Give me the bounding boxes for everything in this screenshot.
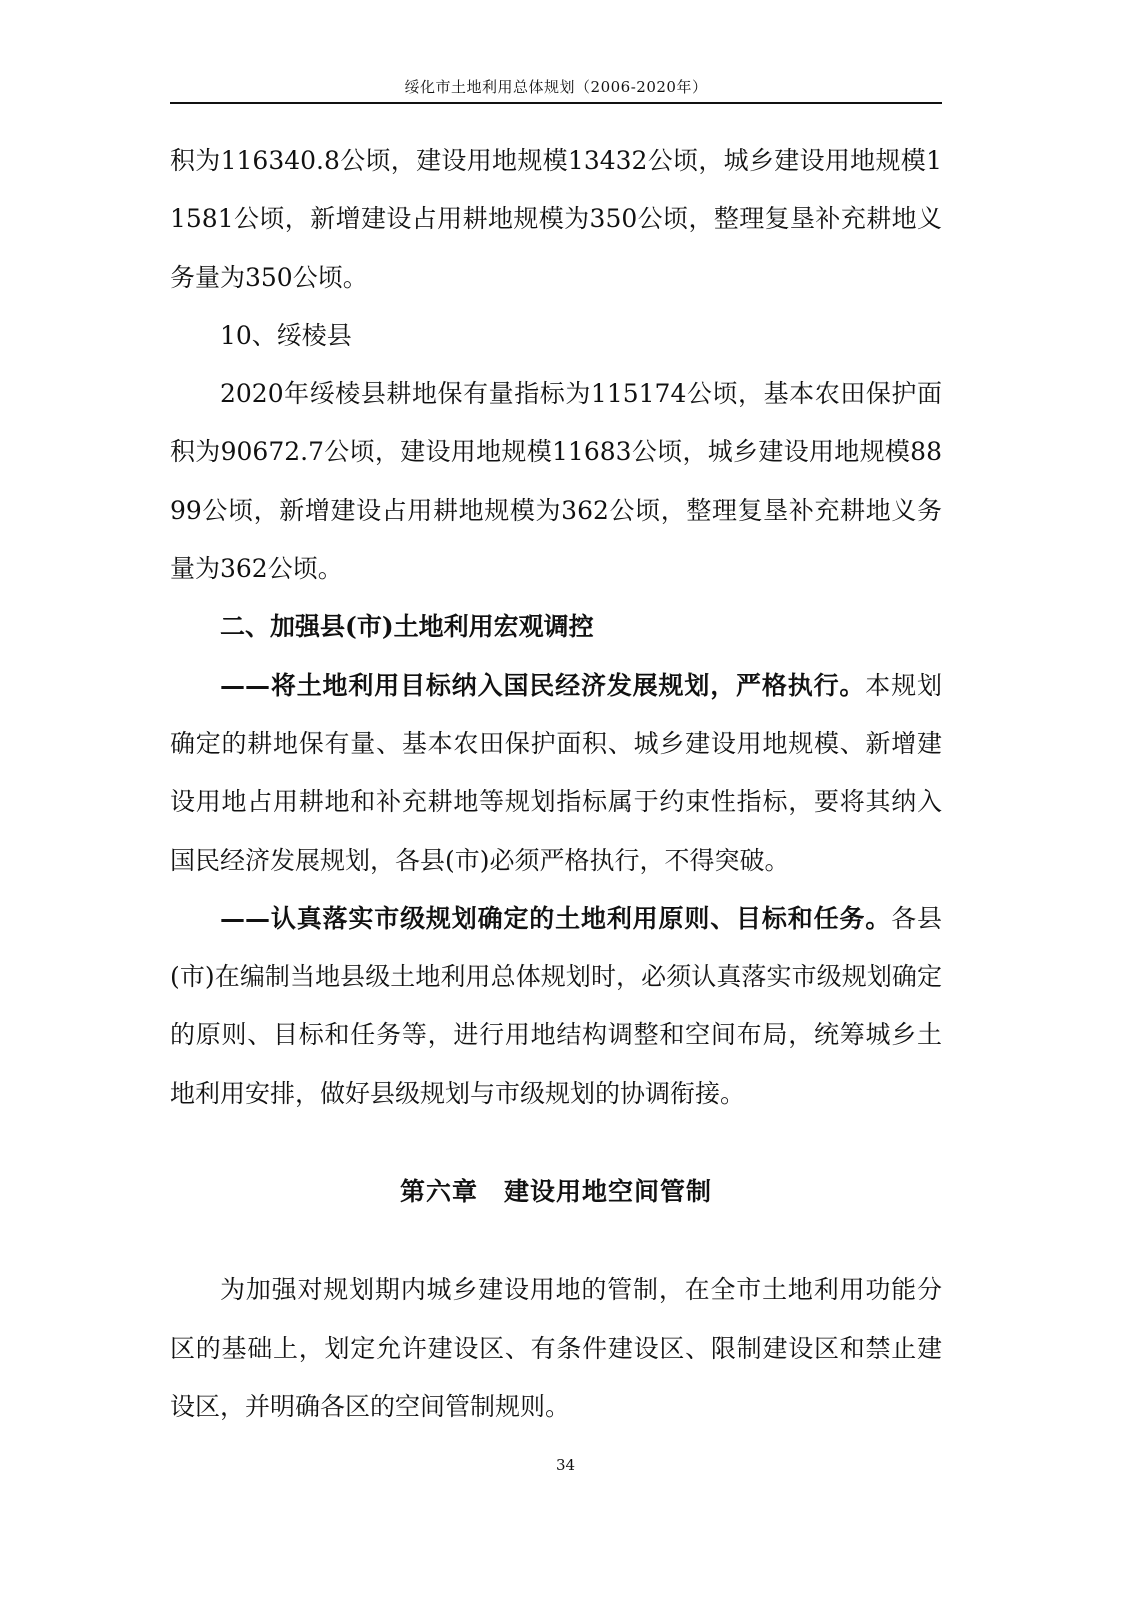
paragraph-body-text: 各县(市)在编制当地县级土地利用总体规划时，必须认真落实市级规划确定的原则、目标和任务等，进行用地结构调整和空间布局，统筹城乡土地利用安排，做好县级规划与市级规划的协调衔接。 xyxy=(170,903,942,1108)
running-header: 绥化市土地利用总体规划（2006-2020年） xyxy=(404,78,708,96)
paragraph-suileng-indicators: 2020年绥棱县耕地保有量指标为115174公顷，基本农田保护面积为90672.7公顷，建设用地规模11683公顷，城乡建设用地规模8899公顷，新增建设占用耕地规模为362公顷，整理复垦补充耕地义务量为362公顷。 xyxy=(170,379,942,584)
chapter-title: 第六章 建设用地空间管制 xyxy=(399,1177,712,1207)
heading-suileng-county: 10、绥棱县 xyxy=(220,320,352,350)
paragraph-city-level-plan xyxy=(170,890,942,1123)
page-number: 34 xyxy=(555,1456,576,1474)
paragraph-lead-bold: ——认真落实市级规划确定的土地利用原则、目标和任务。 xyxy=(220,903,892,933)
paragraph-economic-plan xyxy=(170,657,942,890)
section-heading-macro-control: 二、加强县(市)土地利用宏观调控 xyxy=(220,612,594,642)
page-body xyxy=(170,132,942,1436)
header-rule xyxy=(170,102,942,104)
paragraph-body-text: 本规划确定的耕地保有量、基本农田保护面积、城乡建设用地规模、新增建设用地占用耕地和补充耕地等规划指标属于约束性指标，要将其纳入国民经济发展规划，各县(市)必须严格执行，不得突破。 xyxy=(170,670,942,875)
paragraph-spatial-control: 为加强对规划期内城乡建设用地的管制，在全市土地利用功能分区的基础上，划定允许建设区、有条件建设区、限制建设区和禁止建设区，并明确各区的空间管制规则。 xyxy=(170,1275,942,1421)
paragraph-suihua-indicators: 积为116340.8公顷，建设用地规模13432公顷，城乡建设用地规模11581公顷，新增建设占用耕地规模为350公顷，整理复垦补充耕地义务量为350公顷。 xyxy=(170,146,942,292)
paragraph-lead-bold: ——将土地利用目标纳入国民经济发展规划，严格执行。 xyxy=(220,670,866,700)
